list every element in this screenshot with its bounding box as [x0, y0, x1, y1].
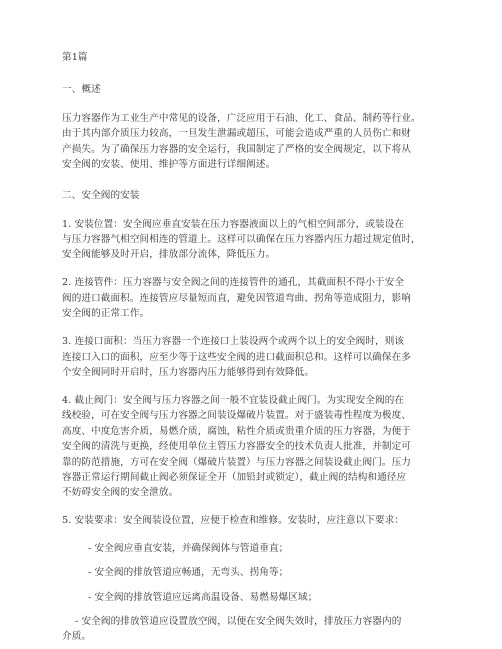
item-4-line-6: 容器正常运行期间截止阀必须保证全开（加铅封或锁定），截止阀的结构和通径应 [62, 472, 407, 484]
item-1-line-2: 与压力容器气相空间相连的管道上。这样可以确保在压力容器内压力超过规定值时， [62, 234, 421, 246]
overview-line-1: 压力容器作为工业生产中常见的设备，广泛应用于石油、化工、食品、制药等行业。 [62, 112, 421, 124]
item-1-line-3: 安全阀能够及时开启，排放部分流体，降低压力。 [62, 249, 276, 261]
item-5-bullet-3: - 安全阀的排放管道应远离高温设备、易燃易爆区域； [88, 591, 318, 603]
item-5-tail: 介质。 [62, 631, 92, 642]
item-2-line-1: 2. 连接管件：压力容器与安全阀之间的连接管件的通孔，其截面积不得小于安全 [62, 277, 405, 289]
overview-line-2: 由于其内部介质压力较高，一旦发生泄漏或超压，可能会造成严重的人员伤亡和财 [62, 128, 411, 140]
item-2-line-2: 阀的进口截面积。连接管应尽量短而直，避免因管道弯曲、拐角等造成阻力，影响 [62, 292, 411, 304]
item-5-bullet-1: - 安全阀应垂直安装，并确保阀体与管道垂直； [88, 543, 289, 555]
item-4-line-1: 4. 截止阀门：安全阀与压力容器之间一般不宜装设截止阀门。为实现安全阀的在 [62, 394, 405, 406]
item-4-line-5: 靠的防范措施，方可在安全阀（爆破片装置）与压力容器之间装设截止阀门。压力 [62, 456, 411, 468]
overview-line-3: 产损失。为了确保压力容器的安全运行，我国制定了严格的安全阀规定，以下将从 [62, 143, 411, 155]
item-4-line-7: 不妨碍安全阀的安全泄放。 [62, 487, 179, 499]
item-4-line-4: 安全阀的清洗与更换，经使用单位主管压力容器安全的技术负责人批准，并制定可 [62, 441, 411, 453]
item-5-bullet-2: - 安全阀的排放管道应畅通，无弯头、拐角等； [88, 567, 289, 579]
item-2-line-3: 安全阀的正常工作。 [62, 308, 150, 320]
document-heading: 第1篇 [62, 52, 88, 63]
section-1-title: 一、概述 [62, 83, 101, 95]
item-3-line-3: 个安全阀同时开启时，压力容器内压力能够得到有效降低。 [62, 367, 315, 379]
item-5-intro: 5. 安装要求：安全阀装设位置，应便于检查和维修。安装时，应注意以下要求： [62, 515, 405, 527]
overview-line-4: 安全阀的安装、使用、维护等方面进行详细阐述。 [62, 158, 276, 170]
section-2-title: 二、安全阀的安装 [62, 189, 140, 201]
item-3-line-1: 3. 连接口面积：当压力容器一个连接口上装设两个或两个以上的安全阀时，则该 [62, 336, 405, 348]
item-4-line-2: 线校验，可在安全阀与压力容器之间装设爆破片装置。对于盛装毒性程度为极度、 [62, 410, 411, 422]
item-3-line-2: 连接口入口的面积，应至少等于这些安全阀的进口截面积总和。这样可以确保在多 [62, 351, 411, 363]
item-4-line-3: 高度、中度危害介质，易燃介质，腐蚀，粘性介质或贵重介质的压力容器，为便于 [62, 425, 411, 437]
item-1-line-1: 1. 安装位置：安全阀应垂直安装在压力容器液面以上的气相空间部分，或装设在 [62, 218, 405, 230]
item-5-bullet-4: - 安全阀的排放管道应设置放空阀，以便在安全阀失效时，排放压力容器内的 [75, 615, 402, 627]
